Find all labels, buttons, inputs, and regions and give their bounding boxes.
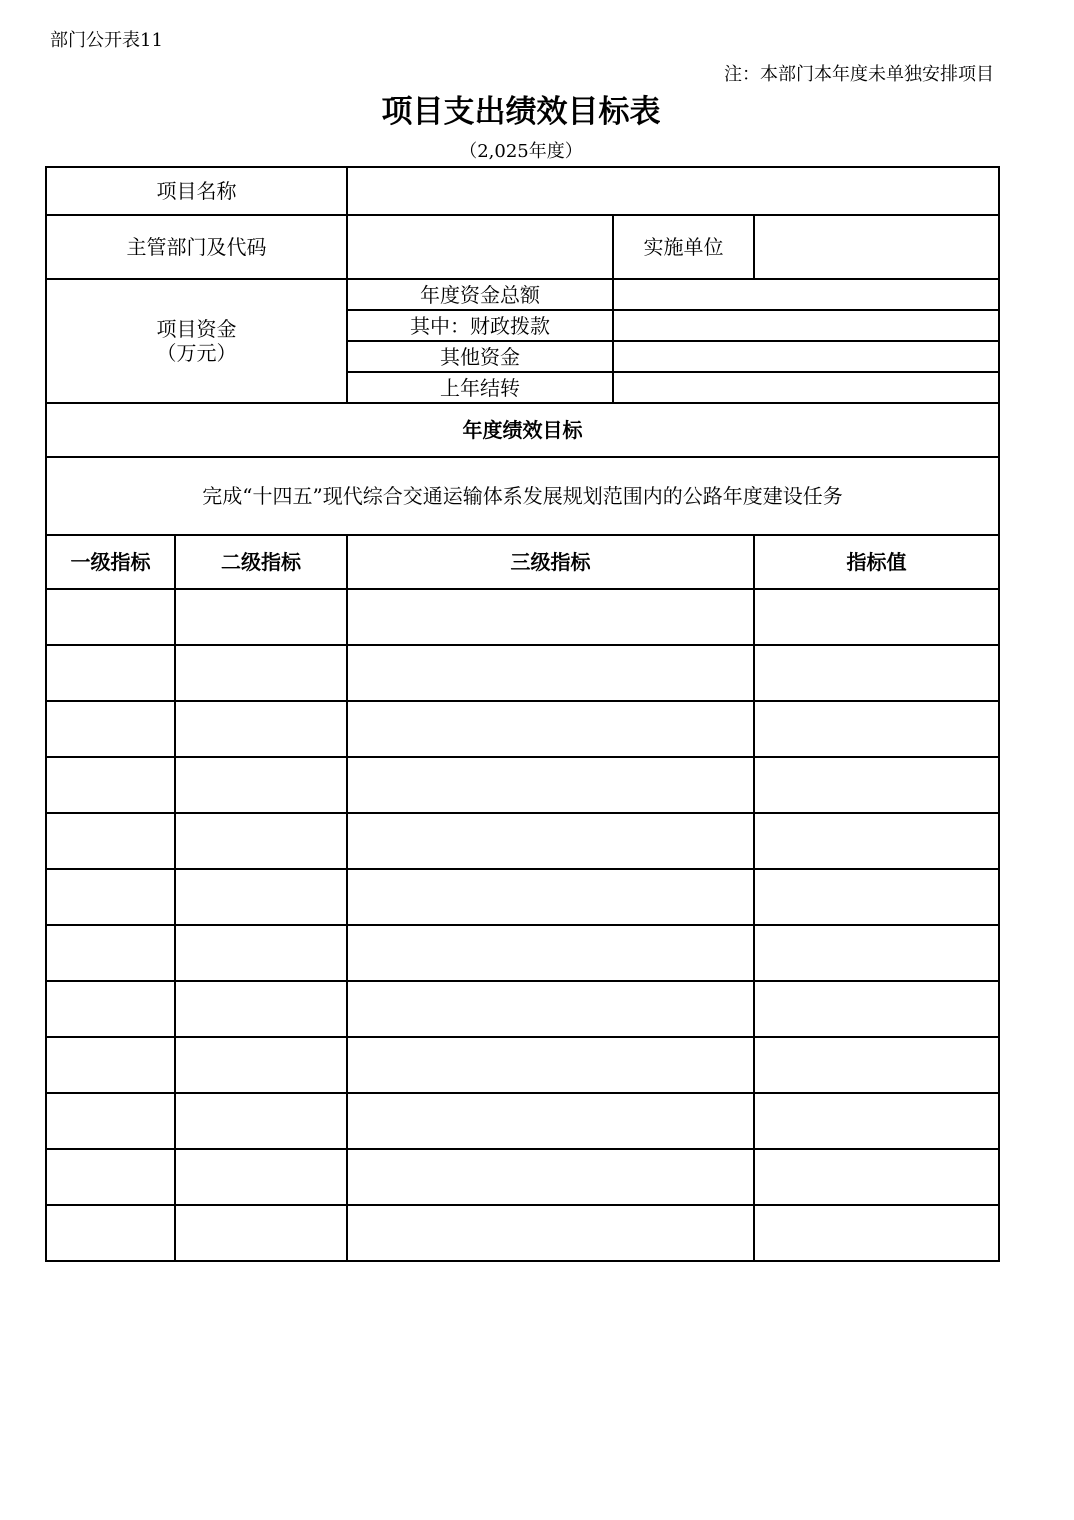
indicator-value-cell xyxy=(754,701,999,757)
indicator-level3-cell xyxy=(347,813,754,869)
annual-target-text: 完成“十四五”现代综合交通运输体系发展规划范围内的公路年度建设任务 xyxy=(46,457,999,535)
indicator-value-cell xyxy=(754,981,999,1037)
fund-row-label: 其他资金 xyxy=(347,341,613,372)
indicator-level1-cell xyxy=(46,1205,175,1261)
indicator-level1-cell xyxy=(46,981,175,1037)
annual-target-header-row xyxy=(46,403,999,457)
fund-row xyxy=(46,279,999,310)
indicator-level2-cell xyxy=(175,925,347,981)
indicator-level1-cell xyxy=(46,813,175,869)
indicator-value-cell xyxy=(754,645,999,701)
indicator-level3-cell xyxy=(347,981,754,1037)
indicator-level2-cell xyxy=(175,813,347,869)
indicator-value-cell xyxy=(754,1093,999,1149)
indicator-level1-cell xyxy=(46,1037,175,1093)
indicator-level3-cell xyxy=(347,925,754,981)
indicator-header-level3: 三级指标 xyxy=(347,535,754,589)
project-fund-label-line1: 项目资金 xyxy=(156,317,237,341)
table-row xyxy=(46,869,999,925)
fund-row-label: 上年结转 xyxy=(347,372,613,403)
indicator-value-cell xyxy=(754,1149,999,1205)
indicator-value-cell xyxy=(754,869,999,925)
indicator-level3-cell xyxy=(347,1037,754,1093)
indicator-header-level2: 二级指标 xyxy=(175,535,347,589)
table-row xyxy=(46,925,999,981)
indicator-level1-cell xyxy=(46,589,175,645)
indicator-level1-cell xyxy=(46,869,175,925)
table-row xyxy=(46,1093,999,1149)
project-name-value xyxy=(347,167,999,215)
indicator-value-cell xyxy=(754,813,999,869)
fund-row-label: 其中：财政拨款 xyxy=(347,310,613,341)
table-row xyxy=(46,701,999,757)
indicator-value-cell xyxy=(754,1037,999,1093)
indicator-level3-cell xyxy=(347,1149,754,1205)
indicator-level3-cell xyxy=(347,1093,754,1149)
indicator-level3-cell xyxy=(347,757,754,813)
indicator-level2-cell xyxy=(175,701,347,757)
fund-row-value xyxy=(613,310,999,341)
project-fund-label-line2: （万元） xyxy=(156,341,237,365)
fiscal-year: （2,025年度） xyxy=(459,141,583,162)
table-row xyxy=(46,757,999,813)
indicator-value-cell xyxy=(754,1205,999,1261)
project-name-row xyxy=(46,167,999,215)
indicator-level2-cell xyxy=(175,1205,347,1261)
indicator-value-cell xyxy=(754,589,999,645)
indicator-level1-cell xyxy=(46,1093,175,1149)
indicator-level2-cell xyxy=(175,1149,347,1205)
indicator-level3-cell xyxy=(347,869,754,925)
indicator-value-cell xyxy=(754,757,999,813)
indicator-level1-cell xyxy=(46,925,175,981)
indicator-level2-cell xyxy=(175,645,347,701)
implementing-unit-value xyxy=(754,215,999,279)
annual-target-label: 年度绩效目标 xyxy=(46,403,999,457)
table-row xyxy=(46,981,999,1037)
indicator-level2-cell xyxy=(175,869,347,925)
fund-row-value xyxy=(613,279,999,310)
indicator-level3-cell xyxy=(347,589,754,645)
table-row xyxy=(46,1205,999,1261)
indicator-header-level1: 一级指标 xyxy=(46,535,175,589)
table-row xyxy=(46,813,999,869)
table-row xyxy=(46,589,999,645)
fund-row-value xyxy=(613,372,999,403)
indicator-level2-cell xyxy=(175,1037,347,1093)
fund-row-label: 年度资金总额 xyxy=(347,279,613,310)
indicator-level1-cell xyxy=(46,645,175,701)
indicator-level1-cell xyxy=(46,701,175,757)
table-row xyxy=(46,1037,999,1093)
department-label: 主管部门及代码 xyxy=(46,215,347,279)
page-note: 注：本部门本年度未单独安排项目 xyxy=(724,64,994,85)
indicator-header-value: 指标值 xyxy=(754,535,999,589)
form-code: 部门公开表11 xyxy=(50,30,163,51)
indicator-level1-cell xyxy=(46,757,175,813)
indicator-level2-cell xyxy=(175,981,347,1037)
fund-row-value xyxy=(613,341,999,372)
performance-target-table xyxy=(45,166,1000,1262)
indicator-level3-cell xyxy=(347,645,754,701)
table-row xyxy=(46,1149,999,1205)
indicator-level2-cell xyxy=(175,1093,347,1149)
department-row xyxy=(46,215,999,279)
indicator-header-row xyxy=(46,535,999,589)
page-title: 项目支出绩效目标表 xyxy=(381,94,661,130)
project-fund-label xyxy=(46,279,347,403)
indicator-level2-cell xyxy=(175,757,347,813)
indicator-level1-cell xyxy=(46,1149,175,1205)
indicator-value-cell xyxy=(754,925,999,981)
indicator-rows xyxy=(46,589,999,1261)
implementing-unit-label: 实施单位 xyxy=(613,215,754,279)
indicator-level3-cell xyxy=(347,1205,754,1261)
indicator-level3-cell xyxy=(347,701,754,757)
table-row xyxy=(46,645,999,701)
project-name-label: 项目名称 xyxy=(46,167,347,215)
indicator-level2-cell xyxy=(175,589,347,645)
annual-target-text-row xyxy=(46,457,999,535)
department-value xyxy=(347,215,613,279)
